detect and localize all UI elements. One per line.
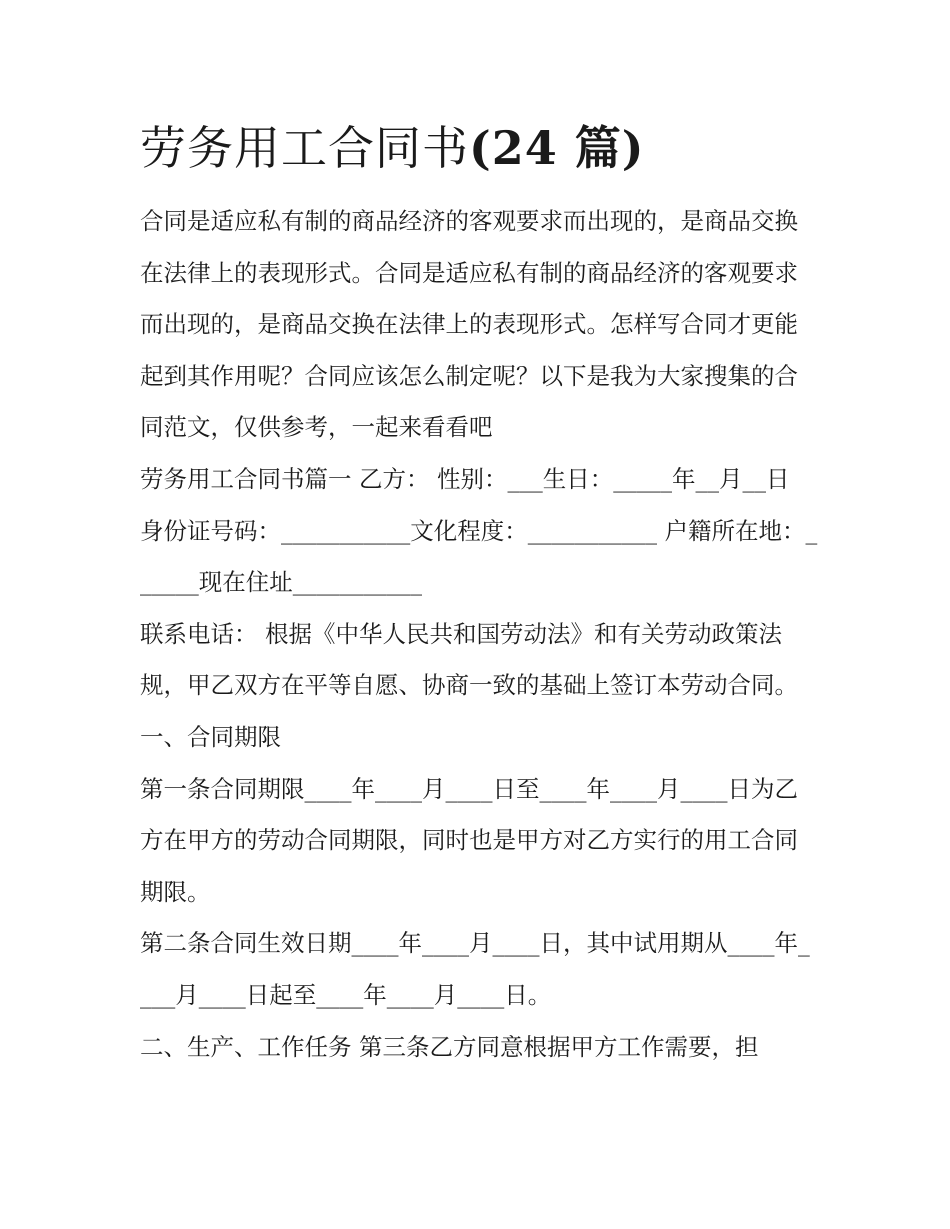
paragraph-article-3: 二、生产、工作任务 第三条乙方同意根据甲方工作需要，担 bbox=[140, 1032, 759, 1061]
paragraph-id-education: 身份证号码：___________文化程度：___________ 户籍所在地：______现在住址___________ bbox=[140, 516, 818, 597]
document-title bbox=[140, 116, 645, 180]
document-title-main: 劳务用工合同书 bbox=[140, 121, 469, 175]
paragraph-article-2: 第二条合同生效日期____年____月____日，其中试用期从____年____月____日起至____年____月____日。 bbox=[140, 929, 810, 1009]
document-title-suffix: (24 篇) bbox=[469, 121, 645, 175]
document-body bbox=[140, 196, 820, 1073]
paragraph-intro: 合同是适应私有制的商品经济的客观要求而出现的，是商品交换在法律上的表现形式。合同是适应私有制的商品经济的客观要求而出现的，是商品交换在法律上的表现形式。怎样写合同才更能起到其作用呢？合同应该怎么制定呢？以下是我为大家搜集的合同范文，仅供参考，一起来看看吧 bbox=[140, 207, 798, 442]
paragraph-article-1: 第一条合同期限____年____月____日至____年____月____日为乙方在甲方的劳动合同期限，同时也是甲方对乙方实行的用工合同期限。 bbox=[140, 774, 798, 906]
paragraph-contact-law: 联系电话： 根据《中华人民共和国劳动法》和有关劳动政策法规，甲乙双方在平等自愿、协商一致的基础上签订本劳动合同。 一、合同期限 bbox=[140, 619, 798, 751]
paragraph-party-b-info: 劳务用工合同书篇一 乙方： 性别：___生日：_____年__月__日 bbox=[140, 464, 790, 493]
